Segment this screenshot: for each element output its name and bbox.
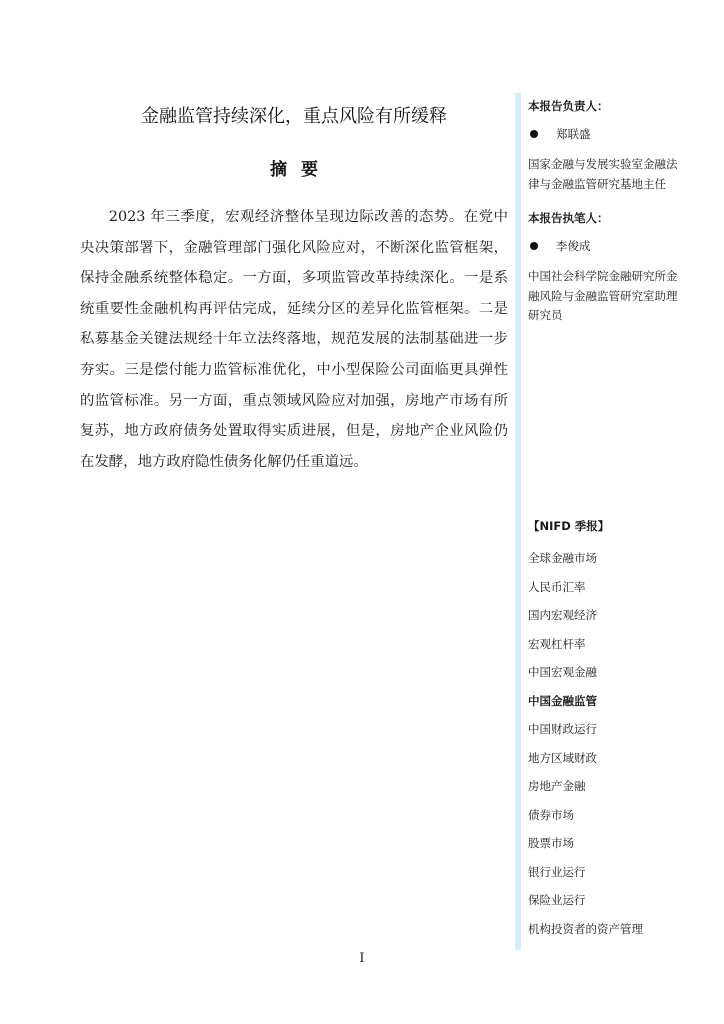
main-content bbox=[80, 96, 508, 477]
series-item: 地方区域财政 bbox=[528, 750, 597, 765]
bullet-icon bbox=[530, 242, 538, 250]
responsible-affiliation: 国家金融与发展实验室金融法律与金融监管研究基地主任 bbox=[528, 157, 678, 191]
series-item: 房地产金融 bbox=[528, 779, 586, 793]
series-item: 债券市场 bbox=[528, 807, 574, 822]
author-affiliation: 中国社会科学院金融研究所金融风险与金融监管研究室助理研究员 bbox=[528, 269, 678, 322]
series-item: 机构投资者的资产管理 bbox=[528, 921, 643, 936]
series-item: 人民币汇率 bbox=[528, 579, 586, 594]
series-item: 中国宏观金融 bbox=[528, 665, 597, 679]
abstract-heading: 摘要 bbox=[270, 160, 332, 180]
author-person bbox=[528, 236, 678, 256]
page-number: I bbox=[359, 951, 365, 966]
author-name: 李俊成 bbox=[556, 238, 591, 253]
sidebar-divider bbox=[515, 93, 521, 950]
series-item: 中国财政运行 bbox=[528, 722, 597, 736]
responsible-name: 郑联盛 bbox=[556, 126, 591, 141]
abstract-body: 2023 年三季度，宏观经济整体呈现边际改善的态势。在党中央决策部署下，金融管理部门强化风险应对，不断深化监管框架，保持金融系统整体稳定。一方面，多项监管改革持续深化。一是系统重要性金融机构再评估完成，延续分区的差异化监管框架。二是私募基金关键法规经十年立法终落地，规范发展的法制基础进一步夯实。三是偿付能力监管标准优化，中小型保险公司面临更具弹性的监管标准。另一方面，重点领域风险应对加强，房地产市场有所复苏，地方政府债务处置取得实质进展，但是，房地产企业风险仍在发酵，地方政府隐性债务化解仍任重道远。 bbox=[80, 209, 508, 470]
series-item: 全球金融市场 bbox=[528, 551, 597, 565]
author-heading: 本报告执笔人： bbox=[528, 211, 609, 225]
responsible-person bbox=[528, 124, 678, 144]
series-item: 国内宏观经济 bbox=[528, 608, 597, 622]
series-item-current: 中国金融监管 bbox=[528, 693, 597, 708]
series-list bbox=[528, 516, 678, 943]
series-heading: 【NIFD 季报】 bbox=[528, 519, 610, 533]
series-item: 宏观杠杆率 bbox=[528, 636, 586, 651]
responsible-heading: 本报告负责人： bbox=[528, 99, 609, 113]
series-item: 银行业运行 bbox=[528, 864, 586, 879]
sidebar bbox=[528, 96, 678, 326]
series-item: 保险业运行 bbox=[528, 893, 586, 907]
series-item: 股票市场 bbox=[528, 836, 574, 850]
report-title: 金融监管持续深化，重点风险有所缓释 bbox=[141, 106, 447, 127]
bullet-icon bbox=[530, 130, 538, 138]
